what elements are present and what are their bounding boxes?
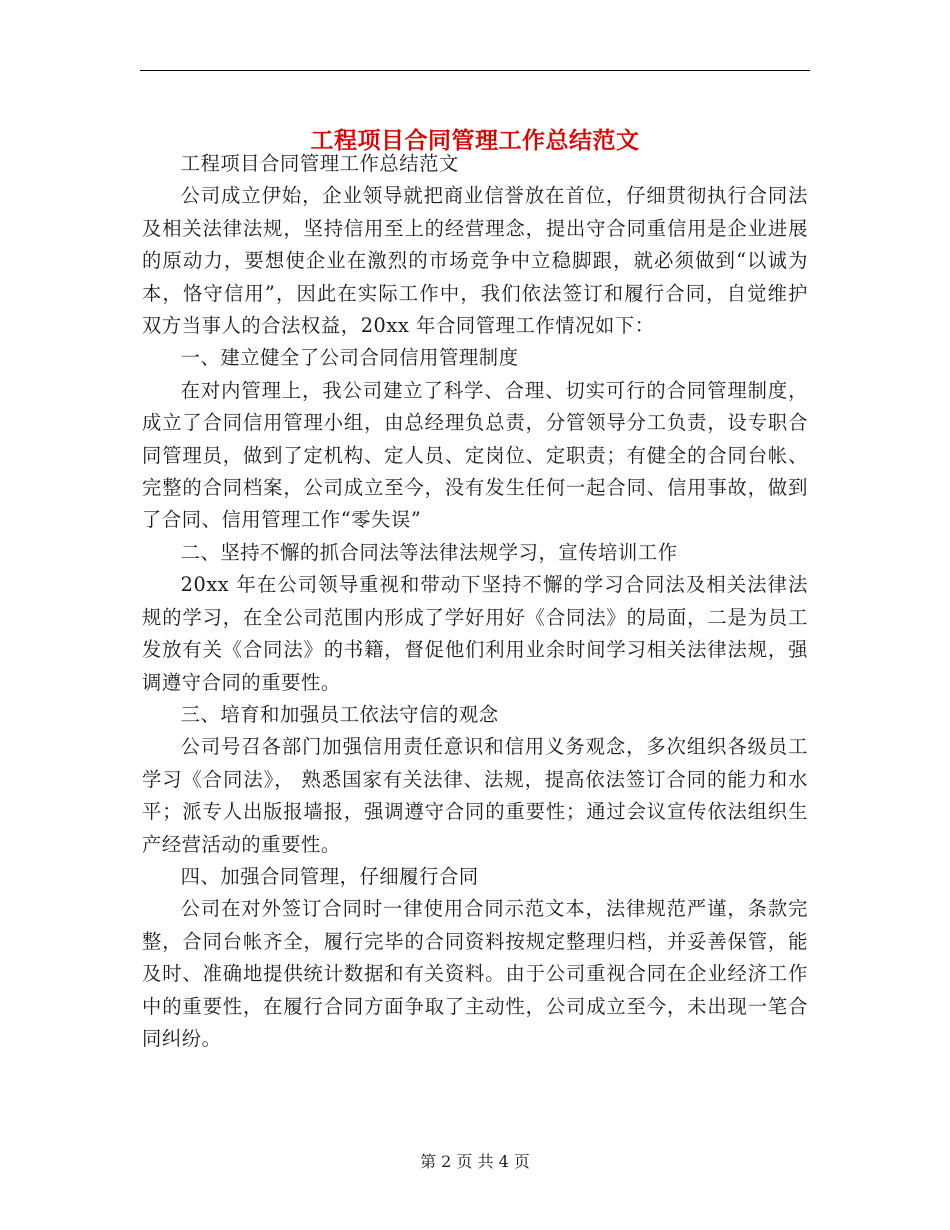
section-heading-3: 三、培育和加强员工依法守信的观念 (180, 702, 499, 726)
section-heading-4: 四、加强合同管理，仔细履行合同 (180, 864, 479, 888)
paragraph-section-4: 公司在对外签订合同时一律使用合同示范文本，法律规范严谨，条款完整，合同台帐齐全，履行完毕的合同资料按规定整理归档，并妥善保管，能及时、准确地提供统计数据和有关资料。由于公司重视合同在企业经济工作中的重要性，在履行合同方面争取了主动性，公司成立至今，未出现一笔合同纠纷。 (142, 897, 808, 1050)
section-heading-2: 二、坚持不懈的抓合同法等法律法规学习，宣传培训工作 (180, 540, 678, 564)
document-title: 工程项目合同管理工作总结范文 (310, 127, 640, 155)
section-heading-1: 一、建立健全了公司合同信用管理制度 (180, 346, 519, 370)
paragraph-subtitle: 工程项目合同管理工作总结范文 (180, 152, 459, 175)
document-body (142, 148, 808, 1055)
paragraph-section-1: 在对内管理上，我公司建立了科学、合理、切实可行的合同管理制度，成立了合同信用管理小组，由总经理负总责，分管领导分工负责，设专职合同管理员，做到了定机构、定人员、定岗位、定职责；有健全的合同台帐、完整的合同档案，公司成立至今，没有发生任何一起合同、信用事故，做到了合同、信用管理工作“零失误” (142, 378, 808, 532)
paragraph-section-2: 20xx 年在公司领导重视和带动下坚持不懈的学习合同法及相关法律法规的学习，在全公司范围内形成了学好用好《合同法》的局面，二是为员工发放有关《合同法》的书籍，督促他们利用业余时间学习相关法律法规，强调遵守合同的重要性。 (142, 573, 808, 694)
paragraph-intro: 公司成立伊始，企业领导就把商业信誉放在首位，仔细贯彻执行合同法及相关法律法规，坚持信用至上的经营理念，提出守合同重信用是企业进展的原动力，要想使企业在激烈的市场竞争中立稳脚跟，就必须做到“以诚为本，恪守信用”，因此在实际工作中，我们依法签订和履行合同，自觉维护双方当事人的合法权益，20xx 年合同管理工作情况如下： (142, 184, 808, 338)
header-rule (140, 70, 810, 71)
page-number: 第 2 页 共 4 页 (420, 1152, 530, 1171)
paragraph-section-3: 公司号召各部门加强信用责任意识和信用义务观念，多次组织各级员工学习《合同法》， 熟悉国家有关法律、法规，提高依法签订合同的能力和水平；派专人出版报墙报，强调遵守合同的重要性；通过会议宣传依法组织生产经营活动的重要性。 (142, 735, 808, 856)
